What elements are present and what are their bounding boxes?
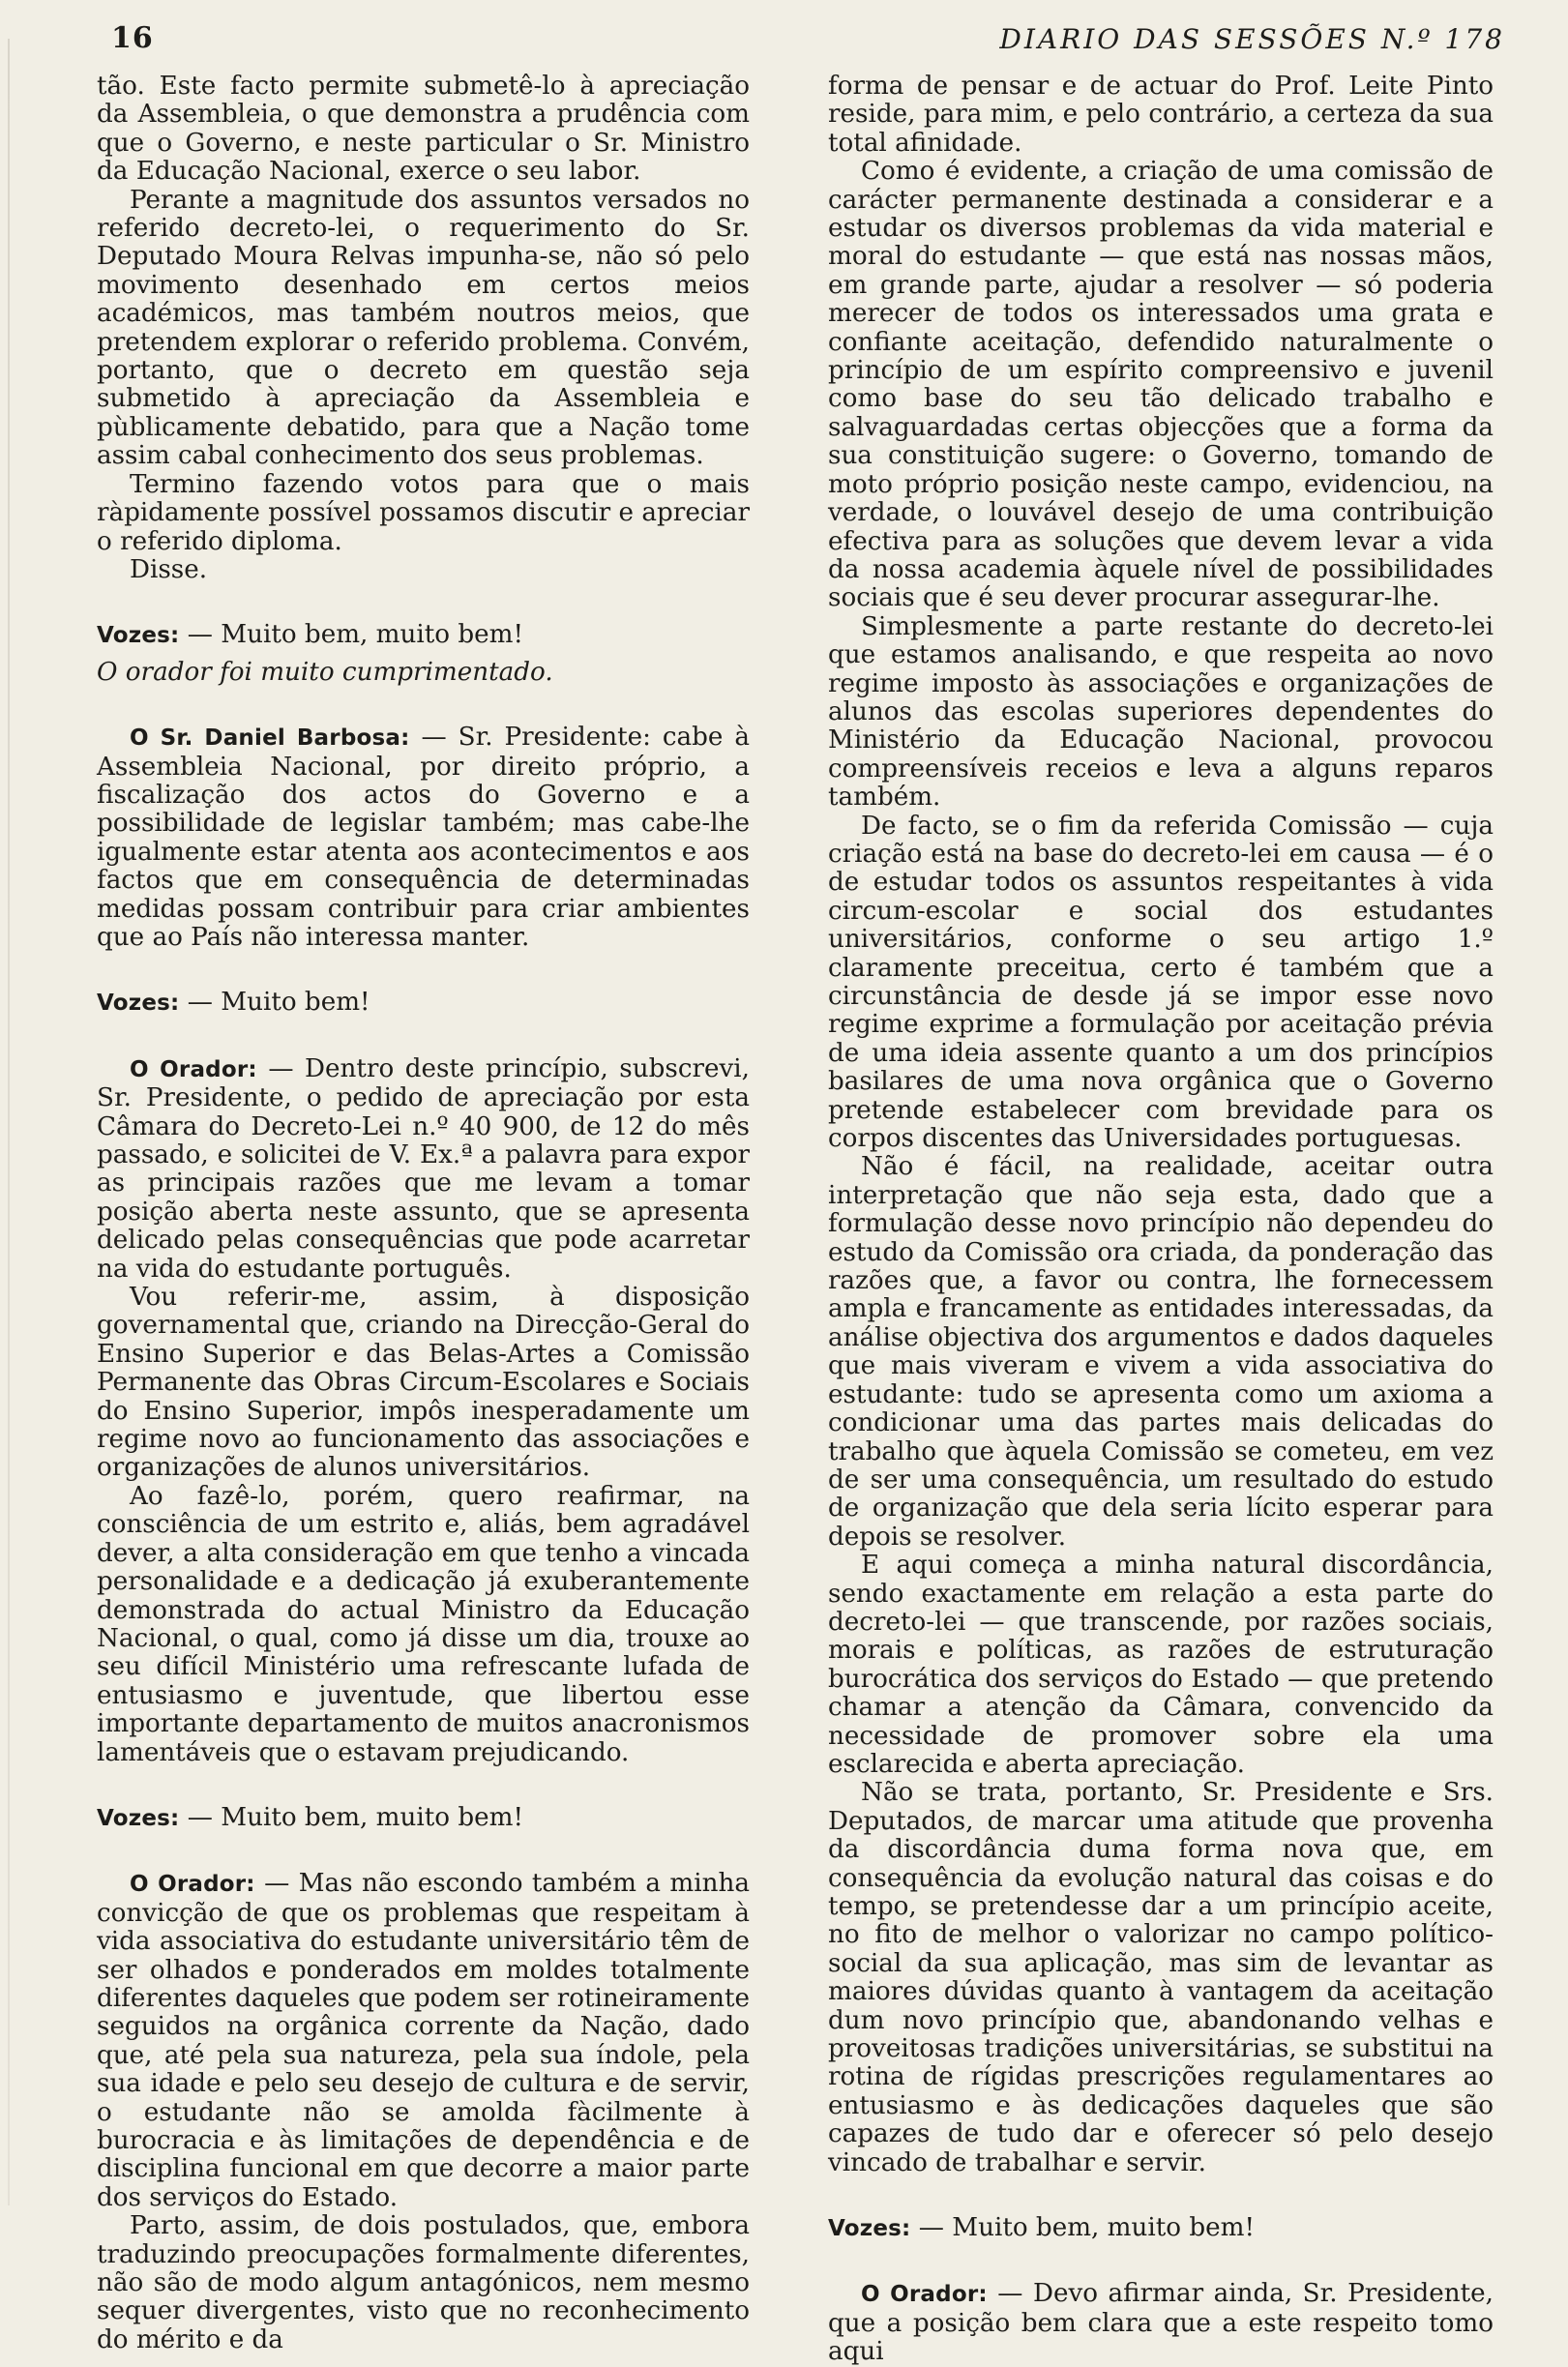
interjection-text: — Muito bem! xyxy=(187,988,370,1018)
journal-title: DIARIO DAS SESSÕES N.º 178 xyxy=(999,23,1505,55)
speech-paragraph xyxy=(97,724,750,952)
left-column xyxy=(97,73,750,2354)
paragraph: E aqui começa a minha natural discordância, sendo exactamente em relação a esta parte do decreto-lei — que transcende, por razões sociais, morais e políticas, as razões de estruturação burocrática dos serviços do Estado — que pretendo chamar a atenção da Câmara, convencido da necessidade de promover sobre ela uma esclarecida e aberta apreciação. xyxy=(828,1551,1494,1779)
voices-interjection xyxy=(97,989,750,1018)
paragraph: forma de pensar e de actuar do Prof. Leite Pinto reside, para mim, e pelo contrário, a certeza da sua total afinidade. xyxy=(828,72,1494,158)
paragraph: De facto, se o fim da referida Comissão — cuja criação está na base do decreto-lei em causa — é o de estudar todos os assuntos respeitantes à vida circum-escolar e social dos estudantes universitários, conforme o seu artigo 1.º claramente preceitua, certo é também que a circunstância de desde já se impor esse novo regime exprime a formulação por aceitação prévia de uma ideia assente quanto a um dos princípios basilares de uma nova orgânica que o Governo pretende estabelecer com brevidade para os corpos discentes das Universidades portuguesas. xyxy=(828,811,1494,1154)
paragraph: Não é fácil, na realidade, aceitar outra interpretação que não seja esta, dado que a formulação desse novo princípio não dependeu do estudo da Comissão ora criada, da ponderação das razões que, a favor ou contra, lhe fornecessem ampla e francamente as entidades interessadas, da análise objectiva dos argumentos e dados daqueles que mais viveram e vivem a vida associativa do estudante: tudo se apresenta como um axioma a condicionar uma das partes mais delicadas do trabalho que àquela Comissão se cometeu, em vez de ser uma consequência, um resultado do estudo de organização que dela seria lícito esperar para depois se resolver. xyxy=(828,1152,1494,1552)
stage-note: O orador foi muito cumprimentado. xyxy=(97,657,553,687)
interjection-text: — Muito bem, muito bem! xyxy=(187,620,523,650)
paragraph: Termino fazendo votos para que o mais ràpidamente possível possamos discutir e apreciar o referido diploma. xyxy=(97,469,750,556)
voices-interjection xyxy=(97,1804,750,1833)
paragraph: Como é evidente, a criação de uma comissão de carácter permanente destinada a considerar e a estudar os diversos problemas da vida material e moral do estudante — que está nas nossas mãos, em grande parte, ajudar a resolver — só poderia merecer de todos os interessados uma grata e confiante aceitação, defendido naturalmente o princípio de um espírito compreensivo e juvenil como base do seu tão delicado trabalho e salvaguardadas certas objecções que a forma da sua constituição sugere: o Governo, tomando de moto próprio posição neste campo, evidenciou, na verdade, o louvável desejo de uma contribuição efectiva para as soluções que devem levar a vida da nossa academia àquele nível de possibilidades sociais que é seu dever procurar assegurar-lhe. xyxy=(828,157,1494,613)
speaker-label: O Orador: xyxy=(130,1056,257,1082)
speech-text: — Devo afirmar ainda, Sr. Presidente, que a posição bem clara que a este respeito tomo aqui xyxy=(828,2279,1494,2367)
speaker-label: Vozes: xyxy=(97,623,180,649)
speech-paragraph xyxy=(828,2280,1494,2366)
right-column xyxy=(828,73,1494,2367)
page-number: 16 xyxy=(111,21,154,55)
paragraph: Perante a magnitude dos assuntos versados no referido decreto-lei, o requerimento do Sr. Deputado Moura Relvas impunha-se, não só pelo movimento desenhado em certos meios académicos, mas também noutros meios, que pretendem explorar o referido problema. Convém, portanto, que o decreto em questão seja submetido à apreciação da Assembleia e pùblicamente debatido, para que a Nação tome assim cabal conhecimento dos seus problemas. xyxy=(97,185,750,471)
speaker-label: O Sr. Daniel Barbosa: xyxy=(130,725,410,752)
paragraph: Ao fazê-lo, porém, quero reafirmar, na consciência de um estrito e, aliás, bem agradável dever, a alta consideração em que tenho a vincada personalidade e a dedicação já exuberantemente demonstrada do actual Ministro da Educação Nacional, o qual, como já disse um dia, trouxe ao seu difícil Ministério uma refrescante lufada de entusiasmo e juventude, que libertou esse importante departamento de muitos anacronismos lamentáveis que o estavam prejudicando. xyxy=(97,1481,750,1767)
speaker-label: Vozes: xyxy=(97,1805,180,1831)
paragraph: tão. Este facto permite submetê-lo à apreciação da Assembleia, o que demonstra a prudência com que o Governo, e neste particular o Sr. Ministro da Educação Nacional, exerce o seu labor. xyxy=(97,72,750,187)
paragraph: Parto, assim, de dois postulados, que, embora traduzindo preocupações formalmente diferentes, não são de modo algum antagónicos, nem mesmo sequer divergentes, visto que no reconhecimento do mérito e da xyxy=(97,2211,750,2354)
scan-margin-line xyxy=(8,39,10,2205)
interjection-text: — Muito bem, muito bem! xyxy=(187,1802,523,1832)
speech-text: — Mas não escondo também a minha convicção de que os problemas que respeitam à vida associativa do estudante universitário têm de ser olhados e ponderados em moldes totalmente diferentes daqueles que podem ser rotineiramente seguidos na orgânica corrente da Nação, dado que, até pela sua natureza, pela sua índole, pela sua idade e pelo seu desejo de cultura e de servir, o estudante não se amolda fàcilmente à burocracia e às limitações de dependência e de disciplina funcional em que decorre a maior parte dos serviços do Estado. xyxy=(97,1869,750,2212)
speaker-label: Vozes: xyxy=(828,2216,911,2242)
speech-text: — Sr. Presidente: cabe à Assembleia Nacional, por direito próprio, a fiscalização dos actos do Governo e a possibilidade de legislar também; mas cabe-lhe igualmente estar atenta aos acontecimentos e aos factos que em consequência de determinadas medidas possam contribuir para criar ambientes que ao País não interessa manter. xyxy=(97,723,751,952)
speaker-label: Vozes: xyxy=(97,991,180,1017)
voices-interjection xyxy=(828,2214,1494,2243)
paragraph: Disse. xyxy=(130,554,208,584)
speech-paragraph xyxy=(97,1870,750,2212)
interjection-text: — Muito bem, muito bem! xyxy=(918,2213,1255,2243)
paragraph: Simplesmente a parte restante do decreto-lei que estamos analisando, e que respeita ao novo regime imposto às associações e organizações de alunos das escolas superiores dependentes do Ministério da Educação Nacional, provocou compreensíveis receios e leva a alguns reparos também. xyxy=(828,611,1494,813)
paragraph: Não se trata, portanto, Sr. Presidente e Srs. Deputados, de marcar uma atitude que provenha da discordância duma forma nova que, em consequência da evolução natural das coisas e do tempo, se pretendesse dar a um princípio aceite, no fito de melhor o valorizar no campo político-social da sua aplicação, mas sim de levantar as maiores dúvidas quanto à vantagem da aceitação dum novo princípio que, abandonando velhas e proveitosas tradições universitárias, se substitui na rotina de rígidas prescrições regulamentares ao entusiasmo e às dedicações daqueles que são capazes de tudo dar e oferecer só pelo desejo vincado de trabalhar e servir. xyxy=(828,1778,1494,2177)
paragraph: Vou referir-me, assim, à disposição governamental que, criando na Direcção-Geral do Ensino Superior e das Belas-Artes a Comissão Permanente das Obras Circum-Escolares e Sociais do Ensino Superior, impôs inesperadamente um regime novo ao funcionamento das associações e organizações de alunos universitários. xyxy=(97,1283,750,1483)
voices-interjection xyxy=(97,621,750,650)
speech-text: — Dentro deste princípio, subscrevi, Sr. Presidente, o pedido de apreciação por esta Câmara do Decreto-Lei n.º 40 900, de 12 do mês passado, e solicitei de V. Ex.ª a palavra para expor as principais razões que me levam a tomar posição aberta neste assunto, que se apresenta delicado pelas consequências que pode acarretar na vida do estudante português. xyxy=(97,1053,750,1284)
speaker-label: O Orador: xyxy=(130,1872,255,1898)
speech-paragraph xyxy=(97,1055,750,1284)
speaker-label: O Orador: xyxy=(861,2282,988,2308)
